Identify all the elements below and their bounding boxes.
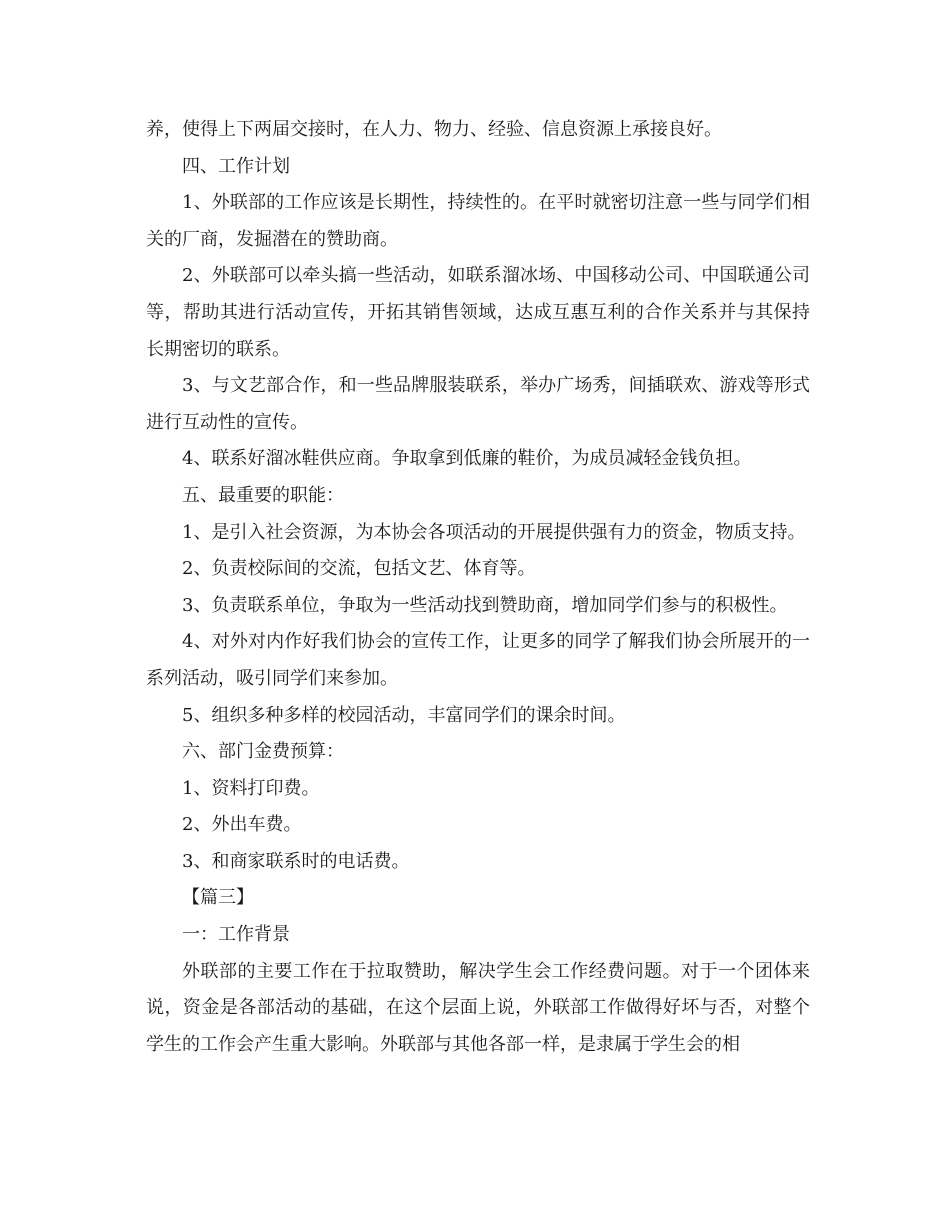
paragraph-function-5: 5、组织多种多样的校园活动，丰富同学们的课余时间。 [182,704,626,726]
section-heading-work-background: 一：工作背景 [182,924,290,946]
section-heading-budget: 六、部门金费预算： [182,741,344,763]
paragraph-plan-2: 2、外联部可以牵头搞一些活动，如联系溜冰场、中国移动公司、中国联通公司等，帮助其进行活动宣传，开拓其销售领域，达成互惠互利的合作关系并与其保持长期密切的联系。 [146,265,810,360]
paragraph-function-4: 4、对外对内作好我们协会的宣传工作，让更多的同学了解我们协会所展开的一系列活动，吸引同学们来参加。 [146,631,810,689]
section-heading-functions: 五、最重要的职能： [182,484,344,506]
paragraph-continuation: 养，使得上下两届交接时，在人力、物力、经验、信息资源上承接良好。 [146,119,722,140]
section-heading-work-plan: 四、工作计划 [182,155,290,177]
paragraph-function-3: 3、负责联系单位，争取为一些活动找到赞助商，增加同学们参与的积极性。 [182,594,788,616]
paragraph-function-1: 1、是引入社会资源，为本协会各项活动的开展提供强有力的资金，物质支持。 [182,521,806,543]
paragraph-budget-3: 3、和商家联系时的电话费。 [182,850,410,872]
paragraph-budget-1: 1、资料打印费。 [182,777,320,799]
section-heading-part-three: 【篇三】 [182,887,254,909]
document-body [146,112,810,1063]
paragraph-plan-4: 4、联系好溜冰鞋供应商。争取拿到低廉的鞋价，为成员减轻金钱负担。 [182,448,752,470]
paragraph-budget-2: 2、外出车费。 [182,814,302,836]
paragraph-function-2: 2、负责校际间的交流，包括文艺、体育等。 [182,558,536,580]
paragraph-background: 外联部的主要工作在于拉取赞助，解决学生会工作经费问题。对于一个团体来说，资金是各部活动的基础，在这个层面上说，外联部工作做得好坏与否，对整个学生的工作会产生重大影响。外联部与其他各部一样，是隶属于学生会的相 [146,960,810,1055]
paragraph-plan-1: 1、外联部的工作应该是长期性，持续性的。在平时就密切注意一些与同学们相关的厂商，发掘潜在的赞助商。 [146,192,810,250]
paragraph-plan-3: 3、与文艺部合作，和一些品牌服装联系，举办广场秀，间插联欢、游戏等形式进行互动性的宣传。 [146,375,810,433]
